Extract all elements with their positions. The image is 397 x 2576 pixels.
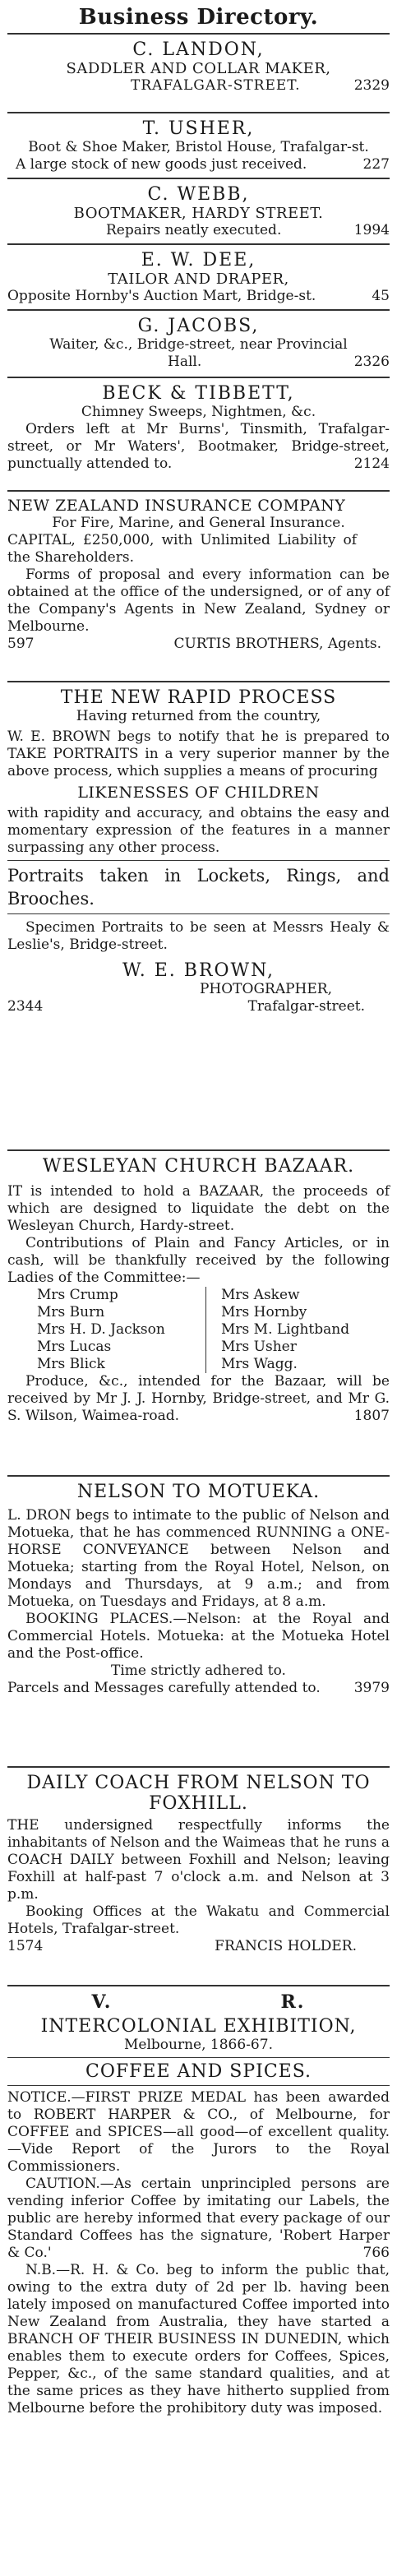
ad-usher (7, 112, 390, 178)
ad-nzins-title: NEW ZEALAND INSURANCE COMPANY (7, 497, 346, 515)
ad-jacobs-line1: Waiter, &c., Bridge-street, near Provincial (49, 336, 348, 353)
ad-nzins-agent: CURTIS BROTHERS, Agents. (173, 636, 381, 652)
committee-col-1 (37, 1287, 206, 1373)
ad-beck-tibbett (7, 377, 390, 490)
ad-harper-p1: NOTICE.—FIRST PRIZE MEDAL has been awarded to ROBERT HARPER & CO., of Melbourne, for COFFEE and SPICES—all good—of excellent quality.—Vide Report of the Jurors to the Royal Commissioners. (7, 2089, 390, 2175)
ad-rapid-p3: Portraits taken in Lockets, Rings, and Brooches. (7, 866, 390, 909)
committee-member: Mrs Wagg. (221, 1356, 298, 1372)
ad-rapid-role: PHOTOGRAPHER, (199, 981, 332, 997)
ad-nzins-capital: CAPITAL, £250,000, with Unlimited Liability of the Shareholders. (7, 532, 357, 566)
committee-member: Mrs Usher (221, 1339, 297, 1355)
ad-foxhill-p1: THE undersigned respectfully informs the inhabitants of Nelson and the Waimeas that he runs a COACH DAILY between Foxhill and Nelson; leaving Foxhill at half-past 7 o'clock a.m. and Nelson at 3 p.m. (7, 1817, 390, 1903)
ad-usher-line1: Boot & Shoe Maker, Bristol House, Trafalgar-st. (28, 139, 369, 155)
ad-bazaar-p2: Contributions of Plain and Fancy Articles, or in cash, will be thankfully received by the following Ladies of the Committee:— (7, 1235, 390, 1286)
ad-beck-trade: Chimney Sweeps, Nightmen, &c. (81, 404, 316, 420)
ad-rapid-p1: W. E. BROWN begs to notify that he is prepared to TAKE PORTRAITS in a very superior manner by the above process, which supplies a means of procuring (7, 728, 390, 779)
ad-dee-name: E. W. DEE, (141, 250, 256, 271)
ad-motueka-number: 3979 (353, 1680, 390, 1696)
ad-nzins-number: 597 (7, 636, 35, 652)
ad-motueka-p1: L. DRON begs to intimate to the public of Nelson and Motueka, that he has commenced RUNNING a ONE-HORSE CONVEYANCE between Nelson and Motueka; starting from the Royal Hotel, Nelson, on Mondays and Thursdays, at 9 a.m.; and from Motueka, on Tuesdays and Fridays, at 8 a.m. (7, 1507, 390, 1610)
ad-landon-name: C. LANDON, (132, 39, 265, 60)
committee-member: Mrs Hornby (221, 1304, 307, 1320)
ad-rapid-p4: Specimen Portraits to be seen at Messrs Healy & Leslie's, Bridge-street. (7, 919, 390, 953)
section-header: Business Directory. (78, 5, 319, 30)
ad-harper-title2: COFFEE AND SPICES. (85, 2061, 312, 2082)
ad-harper-p2: CAUTION.—As certain unprincipled persons are vending inferior Coffee by imitating our Labels, the public are hereby informed that every package of our Standard Coffees has the signature, 'Robert Harper & Co.' (7, 2176, 390, 2261)
ad-nz-insurance (7, 490, 390, 681)
committee-list (7, 1287, 390, 1373)
ad-motueka-strict: Time strictly adhered to. (111, 1663, 286, 1679)
ad-nelson-motueka (7, 1475, 390, 1766)
ad-dee-line: Opposite Hornby's Auction Mart, Bridge-st. (7, 288, 316, 304)
ad-webb-line: Repairs neatly executed. (106, 222, 282, 238)
ad-wesleyan-bazaar (7, 1149, 390, 1475)
ad-dee-trade: TAILOR AND DRAPER, (108, 271, 289, 288)
ad-beck-number: 2124 (353, 456, 390, 472)
committee-member: Mrs Lucas (37, 1339, 112, 1355)
ad-harper-r: R. (280, 1991, 306, 2013)
ad-rapid-title: THE NEW RAPID PROCESS (60, 687, 337, 708)
ad-nzins-text: Forms of proposal and every information can be obtained at the office of the undersigned, or of any of the Company's Agents in New Zealand, Sydney or Melbourne. (7, 567, 390, 635)
ad-usher-number: 227 (362, 156, 390, 173)
ad-harper-sub: Melbourne, 1866-67. (124, 2037, 273, 2053)
ad-coffee-spices (7, 1985, 390, 2457)
ad-bazaar-title: WESLEYAN CHURCH BAZAAR. (42, 1156, 355, 1177)
ad-webb (7, 178, 390, 243)
ad-usher-line2: A large stock of new goods just received. (16, 156, 307, 173)
ad-rapid-sub: Having returned from the country, (76, 708, 321, 724)
ad-dee (7, 243, 390, 309)
ad-harper-p3: N.B.—R. H. & Co. beg to inform the public that, owing to the extra duty of 2d per lb. having been lately imposed on manufactured Coffee imported into New Zealand from Australia, they have started a BRANCH OF THEIR BUSINESS IN DUNEDIN, which enables them to execute orders for Coffees, Spices, Pepper, &c., of the same standard qualities, and at the same prices as they have hitherto supplied from Melbourne before the prohibitory duty was imposed. (7, 2262, 390, 2416)
committee-col-2 (206, 1287, 349, 1373)
ad-webb-number: 1994 (353, 222, 390, 238)
committee-member: Mrs M. Lightband (221, 1321, 350, 1338)
ad-harper-number: 766 (362, 2245, 390, 2261)
ad-webb-trade: BOOTMAKER, HARDY STREET. (73, 205, 324, 222)
ad-beck-name: BECK & TIBBETT, (102, 383, 295, 404)
ad-beck-text: Orders left at Mr Burns', Tinsmith, Trafalgar-street, or Mr Waters', Bootmaker, Bridge-street, punctually attended to. (7, 421, 390, 472)
column (0, 5, 397, 2457)
ad-jacobs-number: 2326 (353, 354, 390, 370)
ad-landon-trade: SADDLER AND COLLAR MAKER, (66, 60, 331, 77)
ad-webb-name: C. WEBB, (147, 184, 250, 205)
ad-harper-vr (7, 1991, 390, 2013)
ad-landon-number: 2329 (353, 77, 390, 94)
ad-landon (7, 33, 390, 112)
ad-motueka-parcels: Parcels and Messages carefully attended to. (7, 1680, 321, 1696)
ad-motueka-p2: BOOKING PLACES.—Nelson: at the Royal and Commercial Hotels. Motueka: at the Motueka Hotel and the Post-office. (7, 1611, 390, 1662)
ad-foxhill-coach (7, 1766, 390, 1985)
ad-bazaar-p1: IT is intended to hold a BAZAAR, the proceeds of which are designed to liquidate the debt on the Wesleyan Church, Hardy-street. (7, 1183, 390, 1234)
ad-bazaar-number: 1807 (353, 1408, 390, 1424)
ad-harper-title: INTERCOLONIAL EXHIBITION, (40, 2016, 357, 2037)
committee-member: Mrs Blick (37, 1356, 105, 1372)
ad-foxhill-name: FRANCIS HOLDER. (215, 1938, 357, 1954)
ad-jacobs (7, 309, 390, 377)
ad-bazaar-p3: Produce, &c., intended for the Bazaar, will be received by Mr J. J. Hornby, Bridge-street, and Mr G. S. Wilson, Waimea-road. (7, 1373, 390, 1424)
ad-foxhill-number: 1574 (7, 1938, 44, 1954)
ad-dee-number: 45 (372, 288, 390, 304)
ad-usher-name: T. USHER, (142, 118, 255, 139)
ad-rapid-likeness: LIKENESSES OF CHILDREN (77, 784, 320, 802)
ad-rapid-p2: with rapidity and accuracy, and obtains the easy and momentary expression of the features in a manner surpassing any other process. (7, 805, 390, 856)
ad-rapid-name: W. E. BROWN, (122, 960, 275, 981)
committee-member: Mrs H. D. Jackson (37, 1321, 165, 1338)
ad-motueka-title: NELSON TO MOTUEKA. (76, 1482, 321, 1502)
ad-landon-street: TRAFALGAR-STREET. (131, 77, 301, 94)
ad-jacobs-name: G. JACOBS, (137, 316, 260, 336)
ad-foxhill-title: DAILY COACH FROM NELSON TO FOXHILL. (26, 1773, 371, 1814)
ad-rapid-process (7, 681, 390, 1149)
ad-harper-v: V. (91, 1991, 113, 2013)
ad-foxhill-p2: Booking Offices at the Wakatu and Commercial Hotels, Trafalgar-street. (7, 1903, 390, 1937)
ad-rapid-street: Trafalgar-street. (247, 998, 365, 1015)
ad-nzins-sub: For Fire, Marine, and General Insurance. (52, 515, 345, 531)
ad-rapid-number: 2344 (7, 998, 44, 1015)
ad-jacobs-line2: Hall. (168, 354, 202, 370)
committee-member: Mrs Askew (221, 1287, 300, 1303)
committee-member: Mrs Burn (37, 1304, 105, 1320)
committee-member: Mrs Crump (37, 1287, 118, 1303)
